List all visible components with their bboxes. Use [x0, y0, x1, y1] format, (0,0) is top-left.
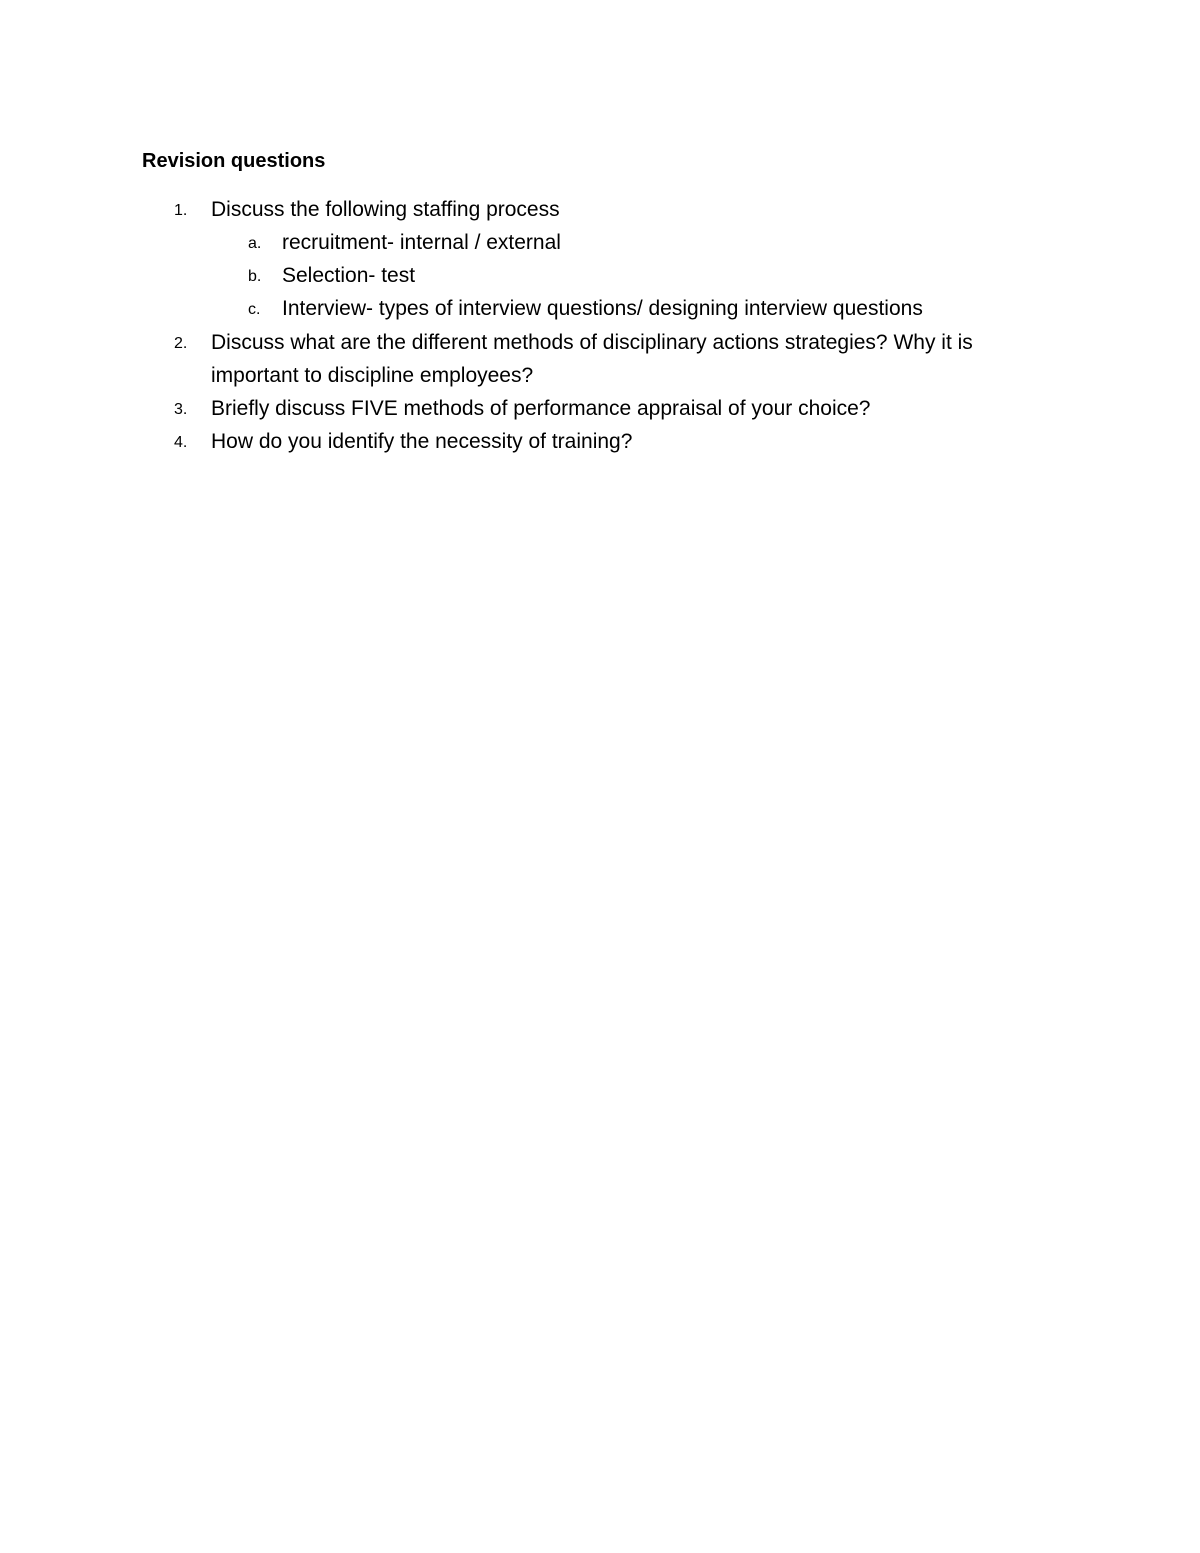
sub-item-text: Selection- test [282, 264, 416, 287]
question-number: 1. [174, 202, 188, 219]
question-text-line-2: important to discipline employees? [211, 364, 534, 387]
sub-item-letter: a. [248, 235, 262, 252]
question-number: 4. [174, 434, 188, 451]
question-number: 3. [174, 401, 188, 418]
sub-item-letter: b. [248, 268, 262, 285]
question-number: 2. [174, 335, 188, 352]
sub-item-letter: c. [248, 301, 261, 318]
sub-item-text: Interview- types of interview questions/ designing interview questions [282, 297, 923, 320]
question-text: How do you identify the necessity of training? [211, 430, 633, 453]
question-text-line-1: Discuss what are the different methods of disciplinary actions strategies? Why it is [211, 331, 973, 354]
question-text: Discuss the following staffing process [211, 198, 560, 221]
sub-item-text: recruitment- internal / external [282, 231, 561, 254]
question-text: Briefly discuss FIVE methods of performance appraisal of your choice? [211, 397, 871, 420]
document-title: Revision questions [142, 150, 326, 172]
